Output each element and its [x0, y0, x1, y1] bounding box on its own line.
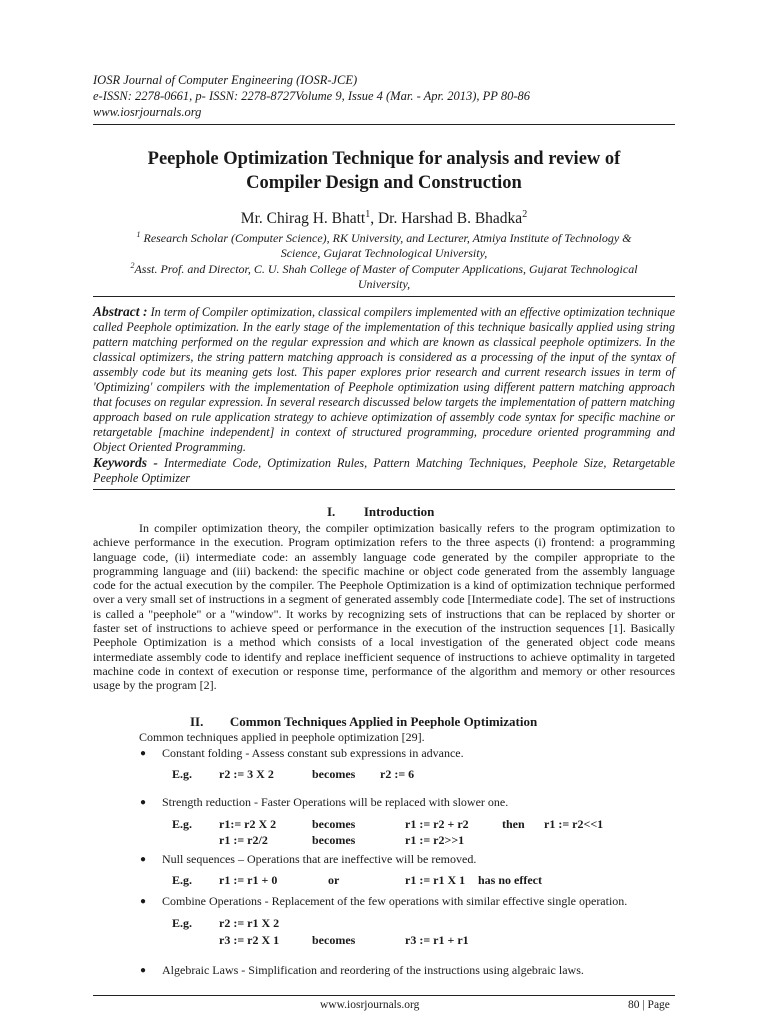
affiliation-1-line-2: Science, Gujarat Technological University, [280, 246, 488, 260]
list-item [140, 894, 628, 909]
affiliation-1-sup: 1 [136, 230, 141, 239]
bullet-icon: ● [140, 797, 147, 808]
list-item-text: Algebraic Laws - Simplification and reordering of the instructions using algebraic laws. [162, 963, 584, 977]
paper-title [93, 147, 675, 195]
footer-url: www.iosrjournals.org [320, 999, 420, 1011]
abstract-label: Abstract : [93, 304, 148, 319]
section-2-intro: Common techniques applied in peephole optimization [29]. [139, 730, 425, 744]
page-number: 80 | Page [628, 999, 670, 1011]
example-then: then [502, 817, 525, 831]
affiliation-1-line-1: Research Scholar (Computer Science), RK University, and Lecturer, Atmiya Institute of Technology & [140, 231, 632, 245]
example-eg: E.g. [172, 916, 193, 930]
keywords-label: Keywords - [93, 455, 158, 470]
journal-issn: e-ISSN: 2278-0661, p- ISSN: 2278-8727Volume 9, Issue 4 (Mar. - Apr. 2013), PP 80-86 [93, 89, 530, 103]
author-separator: , [370, 210, 378, 228]
list-item-text: Combine Operations - Replacement of the few operations with similar effective single operation. [162, 894, 628, 908]
bullet-icon: ● [140, 896, 147, 907]
affiliation-2-line-2: University, [357, 277, 411, 291]
affiliation-2-sup: 2 [130, 261, 135, 270]
list-item [140, 963, 584, 978]
author-1-sup: 1 [365, 209, 371, 220]
abstract-text: In term of Compiler optimization, classical compilers implemented with an effective optimization technique called Peephole optimization. In the early stage of the implementation of this technique basically applied using string pattern matching performed on the regular expression and which are known as classical peephole optimizers. In the classical optimizers, the string pattern matching approach is considered as a processing of the input of the syntax of assembly code but its meaning gets lost. This paper explores prior research and current research issues in term of 'Optimizing' compilers with the implementation of Peephole optimization using different pattern matching approach that focuses on regular expression. In several research discussed below targets the implementation of pattern matching approach based on rule application strategy to achieve optimization of assembly code syntax for specific machine or retargetable [machine independent] in context of structured programming, procedure oriented programming and Object Oriented Programming. [93, 305, 675, 454]
section-2-heading [190, 714, 537, 730]
section-1-heading [327, 504, 434, 520]
section-1-paragraph [93, 521, 675, 693]
example-eg: E.g. [172, 873, 193, 887]
keywords-text: Intermediate Code, Optimization Rules, Pattern Matching Techniques, Peephole Size, Retargetable Peephole Optimizer [93, 456, 675, 485]
affiliation-1 [103, 227, 665, 261]
journal-header [93, 72, 693, 120]
example-code: r2 := 3 X 2 [219, 767, 274, 781]
example-becomes: becomes [312, 767, 356, 781]
example-becomes: becomes [312, 933, 356, 947]
affiliation-2 [103, 258, 665, 292]
example-code: r2 := 6 [380, 767, 415, 781]
section-1-title: Introduction [363, 504, 435, 519]
example-becomes: becomes [312, 833, 356, 847]
keywords [93, 455, 675, 486]
example-note: has no effect [478, 873, 542, 887]
list-item [140, 852, 477, 867]
abstract-bottom-rule [93, 489, 675, 490]
list-item [140, 795, 509, 810]
example-code: r1 := r2/2 [219, 833, 268, 847]
bullet-icon: ● [140, 965, 147, 976]
example-eg: E.g. [172, 767, 193, 781]
list-item-text: Constant folding - Assess constant sub expressions in advance. [162, 746, 464, 760]
section-2-title: Common Techniques Applied in Peephole Optimization [229, 714, 538, 729]
example-code: r1:= r2 X 2 [219, 817, 277, 831]
author-1: Mr. Chirag H. Bhatt [240, 210, 366, 228]
section-2-number: II. [190, 714, 204, 729]
example-code: r3 := r1 + r1 [405, 933, 469, 947]
list-item-text: Strength reduction - Faster Operations will be replaced with slower one. [162, 795, 509, 809]
example-code: r1 := r2>>1 [405, 833, 465, 847]
example-code: r1 := r2<<1 [544, 817, 604, 831]
title-line-1: Peephole Optimization Technique for analysis and review of [147, 149, 621, 169]
abstract [93, 304, 675, 455]
example-code: r1 := r1 X 1 [405, 873, 466, 887]
author-2: Dr. Harshad B. Bhadka [377, 210, 523, 228]
list-item [140, 746, 464, 761]
list-item-text: Null sequences – Operations that are ineffective will be removed. [162, 852, 477, 866]
example-or: or [328, 873, 340, 887]
example-code: r1 := r1 + 0 [219, 873, 278, 887]
journal-name: IOSR Journal of Computer Engineering (IOSR-JCE) [93, 73, 358, 87]
journal-url: www.iosrjournals.org [93, 105, 202, 119]
section-1-text: In compiler optimization theory, the compiler optimization basically refers to the program optimization to achieve performance in the execution. Program optimization refers to the three aspects (i) frontend: a programming language code, (ii) intermediate code: an assembly language code generated by the compiler appropriate to the programming language and (iii) backend: the specific machine or object code generated from the assembly language code for the actual execution by the compiler. The Peephole Optimization is a kind of optimization technique performed over a very small set of instructions in a segment of generated assembly code [Intermediate code]. The set of instructions is called a "peephole" or a "window". It works by recognizing sets of instructions that can be replaced by shorter or faster set of instructions to achieve speed or performance in the execution of the instruction sequences [1]. Basically Peephole Optimization is a method which consists of a local investigation of the generated object code means intermediate assembly code to identify and replace inefficient sequence of instructions to achieve optimality in targeted machine code in context of execution or response time, performance of the algorithm and memory or other resources usage by the program [2]. [93, 521, 675, 693]
example-code: r1 := r2 + r2 [405, 817, 469, 831]
example-eg: E.g. [172, 817, 193, 831]
abstract-top-rule [93, 296, 675, 297]
example-becomes: becomes [312, 817, 356, 831]
title-line-2: Compiler Design and Construction [246, 173, 522, 193]
example-code: r3 := r2 X 1 [219, 933, 280, 947]
bullet-icon: ● [140, 854, 147, 865]
author-list [93, 206, 675, 228]
bullet-icon: ● [140, 748, 147, 759]
footer-rule [93, 995, 675, 996]
affiliation-2-line-1: Asst. Prof. and Director, C. U. Shah College of Master of Computer Applications, Gujarat Technological [134, 262, 638, 276]
section-1-number: I. [327, 504, 336, 519]
author-2-sup: 2 [522, 209, 528, 220]
example-code: r2 := r1 X 2 [219, 916, 280, 930]
header-rule [93, 124, 675, 125]
